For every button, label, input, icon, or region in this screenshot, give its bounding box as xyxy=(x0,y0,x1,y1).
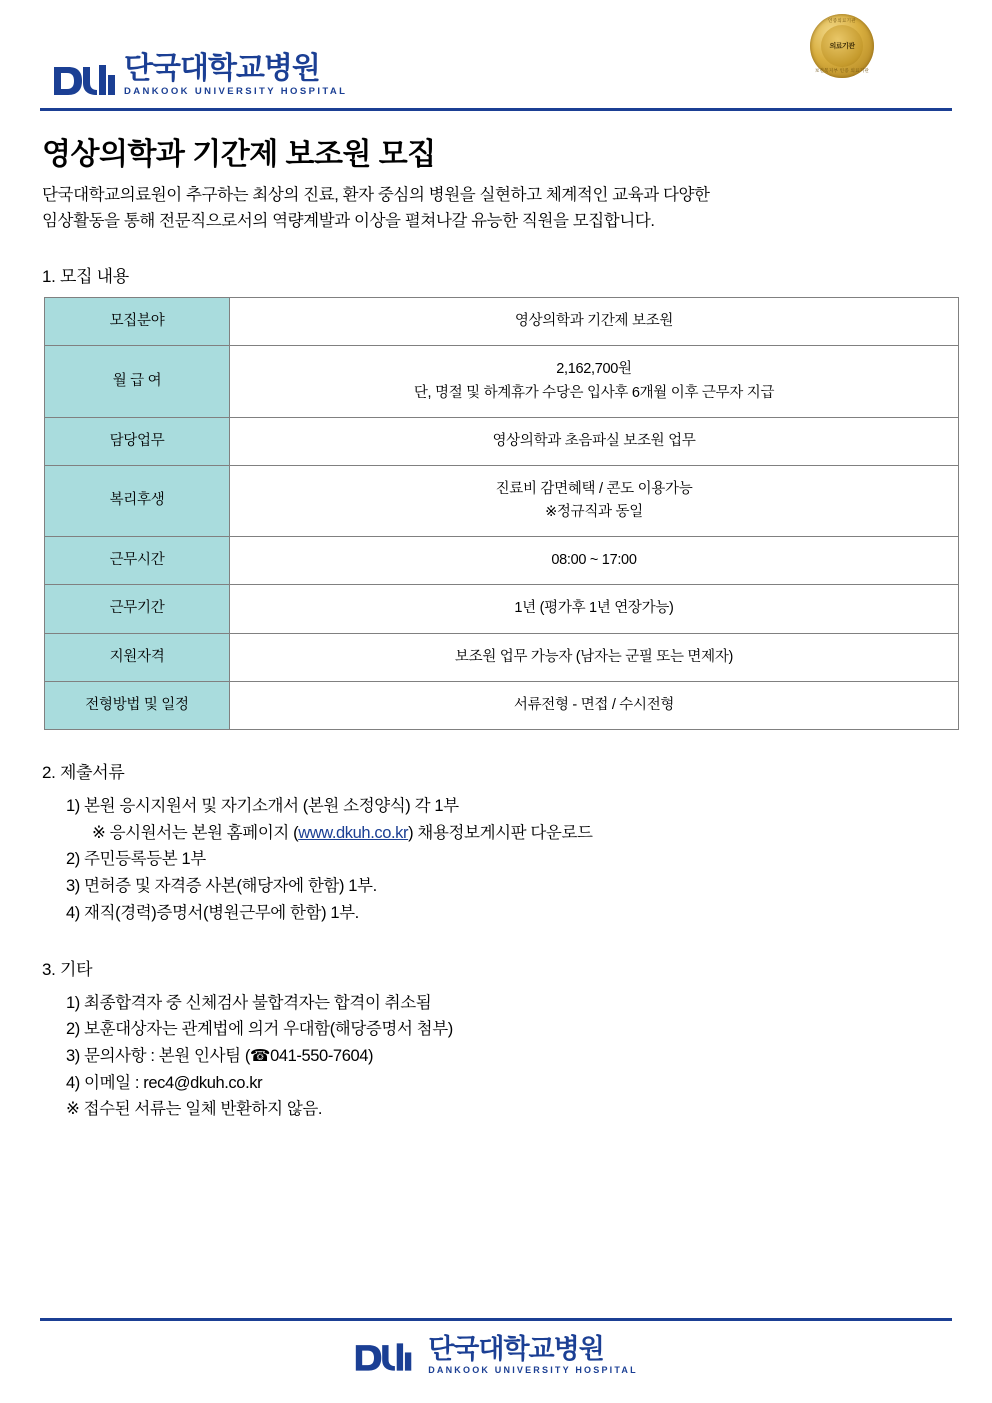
documents-list xyxy=(40,793,952,927)
row-value-line: 보조원 업무 가능자 (남자는 군필 또는 면제자) xyxy=(454,648,734,665)
footer-logo xyxy=(0,1336,992,1375)
row-label: 모집분야 xyxy=(45,298,230,346)
section-2-heading: 2. 제출서류 xyxy=(42,763,125,782)
row-value xyxy=(230,417,959,465)
table-row xyxy=(45,537,959,585)
intro-line-1: 단국대학교의료원이 추구하는 최상의 진료, 환자 중심의 병원을 실현하고 체계적인 교육과 다양한 xyxy=(42,186,710,204)
row-label: 담당업무 xyxy=(45,417,230,465)
intro-line-2: 임상활동을 통해 전문직으로서의 역량계발과 이상을 펼쳐나갈 유능한 직원을 모집합니다. xyxy=(42,211,655,230)
row-value-line: 08:00 ~ 17:00 xyxy=(551,552,637,569)
footer-hospital-name-ko: 단국대학교병원 xyxy=(428,1334,604,1364)
section-1-heading: 1. 모집 내용 xyxy=(42,267,129,287)
row-value-line: 영상의학과 초음파실 보조원 업무 xyxy=(492,432,696,449)
table-row xyxy=(45,417,959,465)
row-value-line: 단, 명절 및 하계휴가 수당은 입사후 6개월 이후 근무자 지급 xyxy=(413,384,775,401)
row-label: 월 급 여 xyxy=(45,346,230,417)
hospital-logo-text xyxy=(124,54,347,97)
table-row xyxy=(45,465,959,536)
row-label: 근무기간 xyxy=(45,585,230,633)
row-label: 전형방법 및 일정 xyxy=(45,681,230,729)
page-title: 영상의학과 기간제 보조원 모집 xyxy=(42,138,436,171)
homepage-link[interactable]: www.dkuh.co.kr xyxy=(298,823,409,842)
dku-logo-icon xyxy=(52,63,118,97)
hospital-name-en: DANKOOK UNIVERSITY HOSPITAL xyxy=(124,86,348,97)
row-value xyxy=(230,681,959,729)
row-value-line: ※정규직과 동일 xyxy=(545,504,643,521)
hospital-name-ko: 단국대학교병원 xyxy=(124,52,320,85)
list-item: 1) 최종합격자 중 신체검사 불합격자는 합격이 취소됨 xyxy=(66,993,432,1012)
certification-badge-icon xyxy=(810,14,874,78)
row-value-line: 1년 (평가후 1년 연장가능) xyxy=(514,600,674,617)
hospital-logo xyxy=(52,54,347,97)
row-value xyxy=(230,633,959,681)
dku-logo-icon xyxy=(354,1341,420,1375)
etc-note: ※ 접수된 서류는 일체 반환하지 않음. xyxy=(66,1100,323,1119)
row-value-line: 서류전형 - 면접 / 수시전형 xyxy=(513,696,675,713)
footer-logo-text xyxy=(428,1336,638,1375)
list-item: 3) 문의사항 : 본원 인사팀 (☎041-550-7604) xyxy=(66,1047,374,1066)
document-header xyxy=(40,0,952,108)
list-item: 4) 재직(경력)증명서(병원근무에 한함) 1부. xyxy=(66,903,359,922)
badge-top-text: 인증의료기관 xyxy=(828,18,856,23)
table-row xyxy=(45,633,959,681)
row-label: 지원자격 xyxy=(45,633,230,681)
badge-bottom-text: 보건복지부 인증 의료기관 xyxy=(814,68,870,73)
row-value xyxy=(230,465,959,536)
list-item: 2) 주민등록등본 1부 xyxy=(66,850,206,869)
row-value xyxy=(230,585,959,633)
row-value xyxy=(230,346,959,417)
row-value xyxy=(230,537,959,585)
note-prefix: ※ 응시원서는 본원 홈페이지 ( xyxy=(92,823,299,842)
list-item: 3) 면허증 및 자격증 사본(해당자에 한함) 1부. xyxy=(66,877,377,896)
recruitment-info-table xyxy=(44,297,959,730)
table-row xyxy=(45,585,959,633)
table-row xyxy=(45,298,959,346)
intro-paragraph xyxy=(42,183,952,234)
list-item: 4) 이메일 : rec4@dkuh.co.kr xyxy=(66,1073,263,1092)
row-value xyxy=(230,298,959,346)
row-label: 복리후생 xyxy=(45,465,230,536)
list-item-note xyxy=(92,820,952,847)
row-value-line: 진료비 감면혜택 / 콘도 이용가능 xyxy=(495,480,693,497)
section-3-heading: 3. 기타 xyxy=(42,959,93,979)
row-value-line: 영상의학과 기간제 보조원 xyxy=(514,313,674,330)
footer-hospital-name-en: DANKOOK UNIVERSITY HOSPITAL xyxy=(428,1365,638,1375)
footer-divider xyxy=(40,1318,952,1321)
etc-list xyxy=(40,990,952,1124)
header-divider xyxy=(40,108,952,111)
table-row xyxy=(45,346,959,417)
row-value-line: 2,162,700원 xyxy=(556,361,632,378)
list-item: 1) 본원 응시지원서 및 자기소개서 (본원 소정양식) 각 1부 xyxy=(66,797,459,815)
row-label: 근무시간 xyxy=(45,537,230,585)
badge-center-text: 의료기관 xyxy=(829,43,855,50)
list-item: 2) 보훈대상자는 관계법에 의거 우대함(해당증명서 첨부) xyxy=(66,1020,453,1039)
table-row xyxy=(45,681,959,729)
note-suffix: ) 채용정보게시판 다운로드 xyxy=(408,823,593,842)
